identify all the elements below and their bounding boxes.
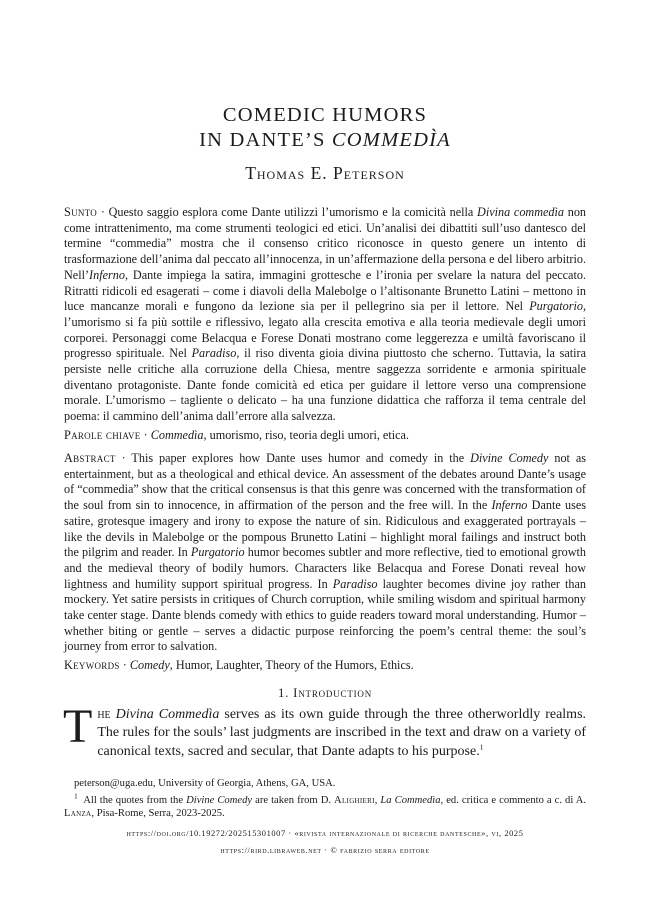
drop-cap: T <box>63 700 93 753</box>
running-footer-doi: https://doi.org/10.19272/202515301007 · «rivista internazionale di ricerche dantesche», vi, 2025 <box>126 829 524 838</box>
keywords: Keywords · Comedy, Humor, Laughter, Theory of the Humors, Ethics. <box>64 658 414 672</box>
author-affiliation: peterson@uga.edu, University of Georgia, Athens, GA, USA. <box>74 778 336 789</box>
article-title-line-1: COMEDIC HUMORS <box>222 104 428 126</box>
sunto-label: Sunto <box>64 205 98 219</box>
parole-chiave: Parole chiave · Commedìa, umorismo, riso, teoria degli umori, etica. <box>64 428 409 442</box>
abstract-label: Abstract <box>64 451 116 465</box>
intro-paragraph: The Divina Commedìa serves as its own guide through the three otherworldly realms. The rules for the souls’ last judgments are inscribed in the text and draw on a variety of canonical texts, sacred and secular, that Dante adapts to his purpose.$^1$ <box>63 700 587 759</box>
footnote-ref[interactable]: 1 <box>479 742 484 752</box>
running-footer-publisher: https://rird.libraweb.net · © fabrizio serra editore <box>220 846 430 855</box>
keywords-label: Keywords <box>64 658 120 672</box>
author-name: Thomas E. Peterson <box>245 163 405 183</box>
title-italic: COMMEDÌA <box>331 129 451 151</box>
section-heading: 1. Introduction <box>277 686 373 700</box>
footnotes <box>64 777 586 821</box>
abstract-paragraph: Abstract · This paper explores how Dante uses humor and comedy in the Divine Comedy not as entertainment, but as a theological and ethical device. An assessment of the debates around Dante’s usage of “commedia” show that the critical consensus is that this genre was concerned with the transformation of the soul from sin to innocence, in affirmation of the person and the free will. In the Inferno Dante uses satire, grotesque imagery and irony to expose the nature of sin. Ridiculous and exaggerated portrayals – like the devils in Malebolge or the pompous Brunetto Latini – highlight moral failings and instruct both the pilgrim and reader. In Purgatorio humor becomes subtler and more reflective, tied to emotional growth and the medieval theory of bodily humors. Characters like Belacqua and Forese Donati reveal how lightness and humility support spiritual progress. In Paradiso laughter becomes divine joy rather than mockery. Yet satire persists in critiques of Church corruption, while smiling wisdom and spiritual harmony take center stage. Dante blends comedy with ethics to guide readers toward moral understanding. Humor – whether biting or gentle – serves a didactic purpose reinforcing the poem’s central theme: the soul’s journey from error to salvation. <box>64 451 586 654</box>
parole-label: Parole chiave <box>64 428 141 442</box>
sunto-paragraph: Sunto · Questo saggio esplora come Dante utilizzi l’umorismo e la comicità nella Divina commedìa non come intrattenimento, ma come strumenti teologici ed etici. Un’analisi dei dibattiti sull’uso dantesco del termine “commedia” mostra che il consenso critico riconosce in questo genere un intento di trasformazione dell’anima dal peccato all’innocenza, in un’affermazione della persona e del libero arbitrio. Nell’Inferno, Dante impiega la satira, immagini grottesche e l’ironia per svelare la natura del peccato. Ritratti ridicoli ed esagerati – come i diavoli della Malebolge o l’altisonante Brunetto Latini – mettono in luce mancanze morali e fungono da lezione sia per il pellegrino sia per il lettore. Nel Purgatorio, l’umorismo si fa più sottile e riflessivo, legato alla crescita emotiva e alla teoria medievale degli umori corporei. Personaggi come Belacqua e Forese Donati mostrano come leggerezza e umiltà favoriscano il progresso spirituale. Nel Paradiso, il riso diventa gioia divina piuttosto che scherno. Tuttavia, la satira persiste nelle critiche alla corruzione della Chiesa, mentre saggezza sorridente e armonia spirituale diventano protagoniste. Dante fonde comicità ed etica per guidare il lettore verso una comprensione morale. L’umorismo – tagliente o delicato – ha una funzione didattica che rafforza il tema centrale del poema: il cammino dell’anima dall’errore alla salvezza. <box>64 205 587 424</box>
footnote-1: $^1$ All the quotes from the Divine Comedy are taken from D. Alighieri, La Commedìa, ed. critica e commento a c. di A. Lanza, Pisa-Rome, Serra, 2023-2025. <box>64 791 587 820</box>
article-title-line-2: IN DANTE’S COMMEDÌA <box>199 129 451 151</box>
